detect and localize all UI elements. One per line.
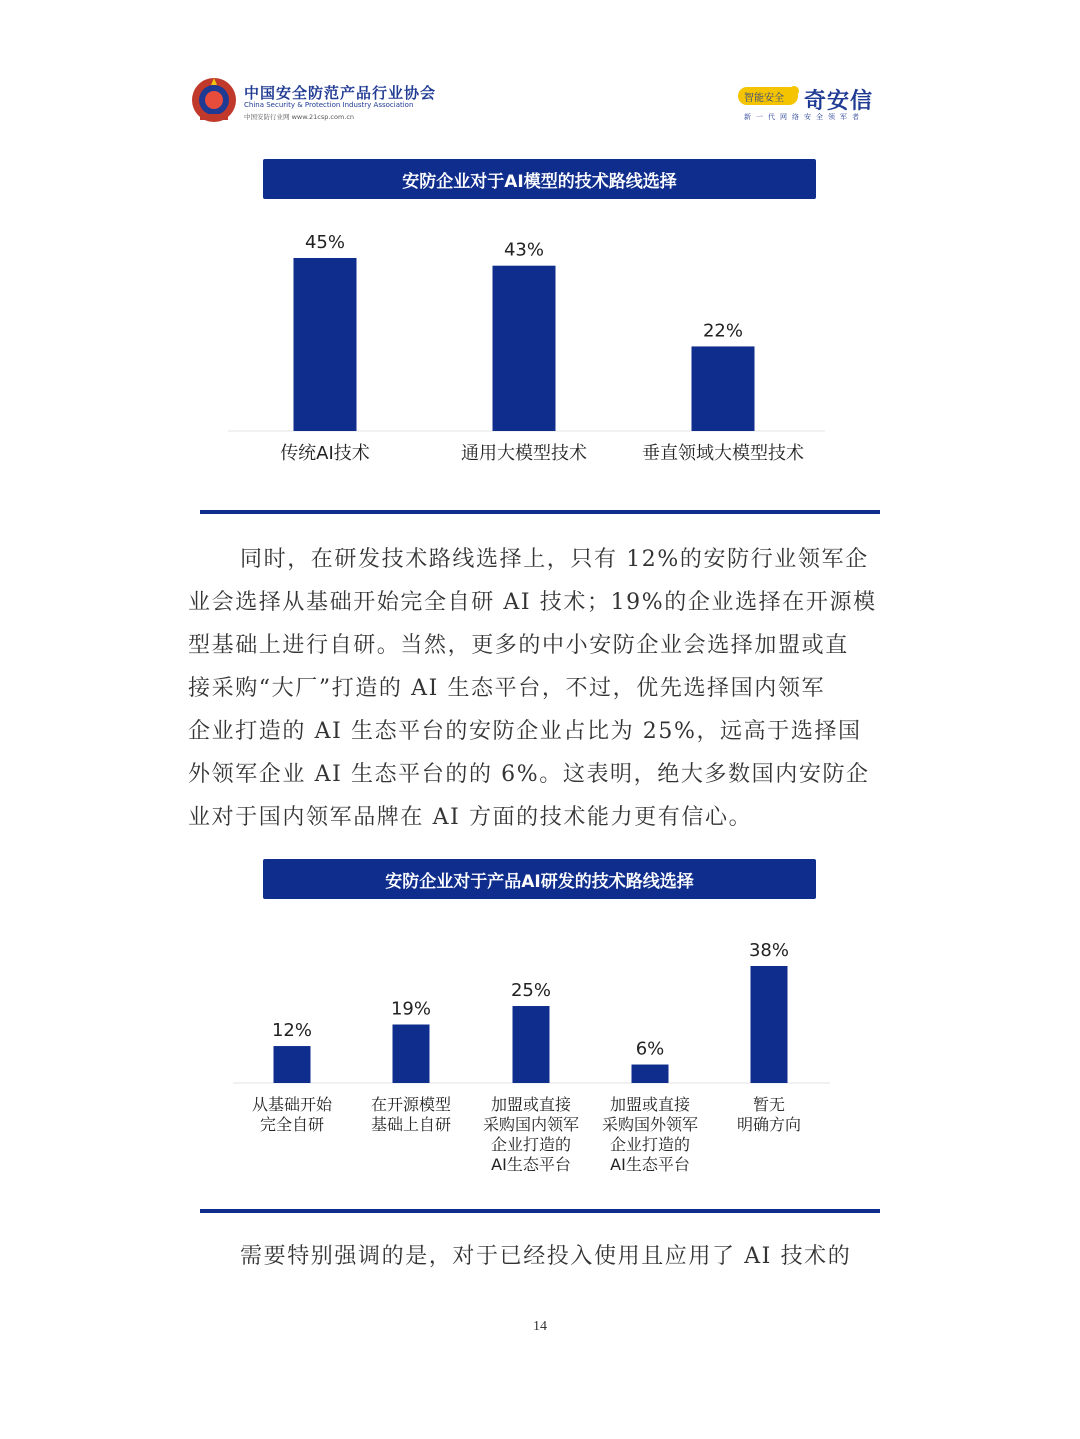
bar <box>751 966 788 1083</box>
bar <box>513 1006 550 1083</box>
paragraph-line: 接采购“大厂”打造的 AI 生态平台，不过，优先选择国内领军 <box>188 676 826 701</box>
paragraph-line: 外领军企业 AI 生态平台的的 6%。这表明，绝大多数国内安防企 <box>188 762 870 787</box>
paragraph-line: 同时，在研发技术路线选择上，只有 12%的安防行业领军企 <box>240 547 869 572</box>
org-name-cn: 中国安全防范产品行业协会 <box>244 84 437 102</box>
paragraph-line: 企业打造的 AI 生态平台的安防企业占比为 25%，远高于选择国 <box>188 719 862 744</box>
data-label: 25% <box>510 980 552 1002</box>
category-label: 完全自研 <box>259 1115 325 1134</box>
category-label: 企业打造的 <box>609 1135 691 1154</box>
category-label: 基础上自研 <box>370 1115 452 1134</box>
category-label: 垂直领域大模型技术 <box>642 443 804 464</box>
bar <box>274 1046 311 1083</box>
category-label: 加盟或直接 <box>609 1095 691 1114</box>
category-label: 从基础开始 <box>251 1095 333 1114</box>
paragraph-line: 型基础上进行自研。当然，更多的中小安防企业会选择加盟或直 <box>188 633 849 658</box>
category-label: 加盟或直接 <box>490 1095 572 1114</box>
category-label: 暂无 <box>752 1095 786 1114</box>
page-number: 14 <box>533 1319 547 1334</box>
category-label: 明确方向 <box>736 1115 802 1134</box>
brand-mark-text: 智能安全 <box>744 93 784 104</box>
category-label: 传统AI技术 <box>280 443 370 464</box>
data-label: 45% <box>304 232 346 253</box>
brand-name: 奇安信 <box>804 89 874 114</box>
bar <box>632 1065 669 1083</box>
data-label: 43% <box>503 239 545 261</box>
data-label: 12% <box>271 1020 313 1042</box>
category-label: AI生态平台 <box>610 1155 690 1174</box>
bar <box>393 1025 430 1084</box>
data-label: 22% <box>702 320 744 342</box>
body-text-line: 需要特别强调的是，对于已经投入使用且应用了 AI 技术的 <box>240 1244 852 1269</box>
brand-slogan: 新一代网络安全领军者 <box>744 113 864 121</box>
category-label: 企业打造的 <box>490 1135 572 1154</box>
category-label: 采购国内领军 <box>482 1115 580 1134</box>
paragraph-line: 业对于国内领军品牌在 AI 方面的技术能力更有信心。 <box>188 805 753 830</box>
org-name-en: China Security & Protection Industry Association <box>244 101 414 109</box>
divider <box>200 1209 880 1213</box>
chart2-title: 安防企业对于产品AI研发的技术路线选择 <box>263 859 816 899</box>
category-label: AI生态平台 <box>491 1155 571 1174</box>
paragraph-line: 业会选择从基础开始完全自研 AI 技术；19%的企业选择在开源模 <box>188 590 877 615</box>
data-label: 19% <box>390 998 432 1020</box>
category-label: 通用大模型技术 <box>461 443 587 464</box>
category-label: 采购国外领军 <box>601 1115 699 1134</box>
data-label: 6% <box>635 1038 665 1060</box>
chart1-title: 安防企业对于AI模型的技术路线选择 <box>263 159 816 199</box>
data-label: 38% <box>748 940 790 961</box>
org-website: 中国安防行业网 www.21csp.com.cn <box>244 113 355 121</box>
category-label: 在开源模型 <box>370 1095 452 1114</box>
